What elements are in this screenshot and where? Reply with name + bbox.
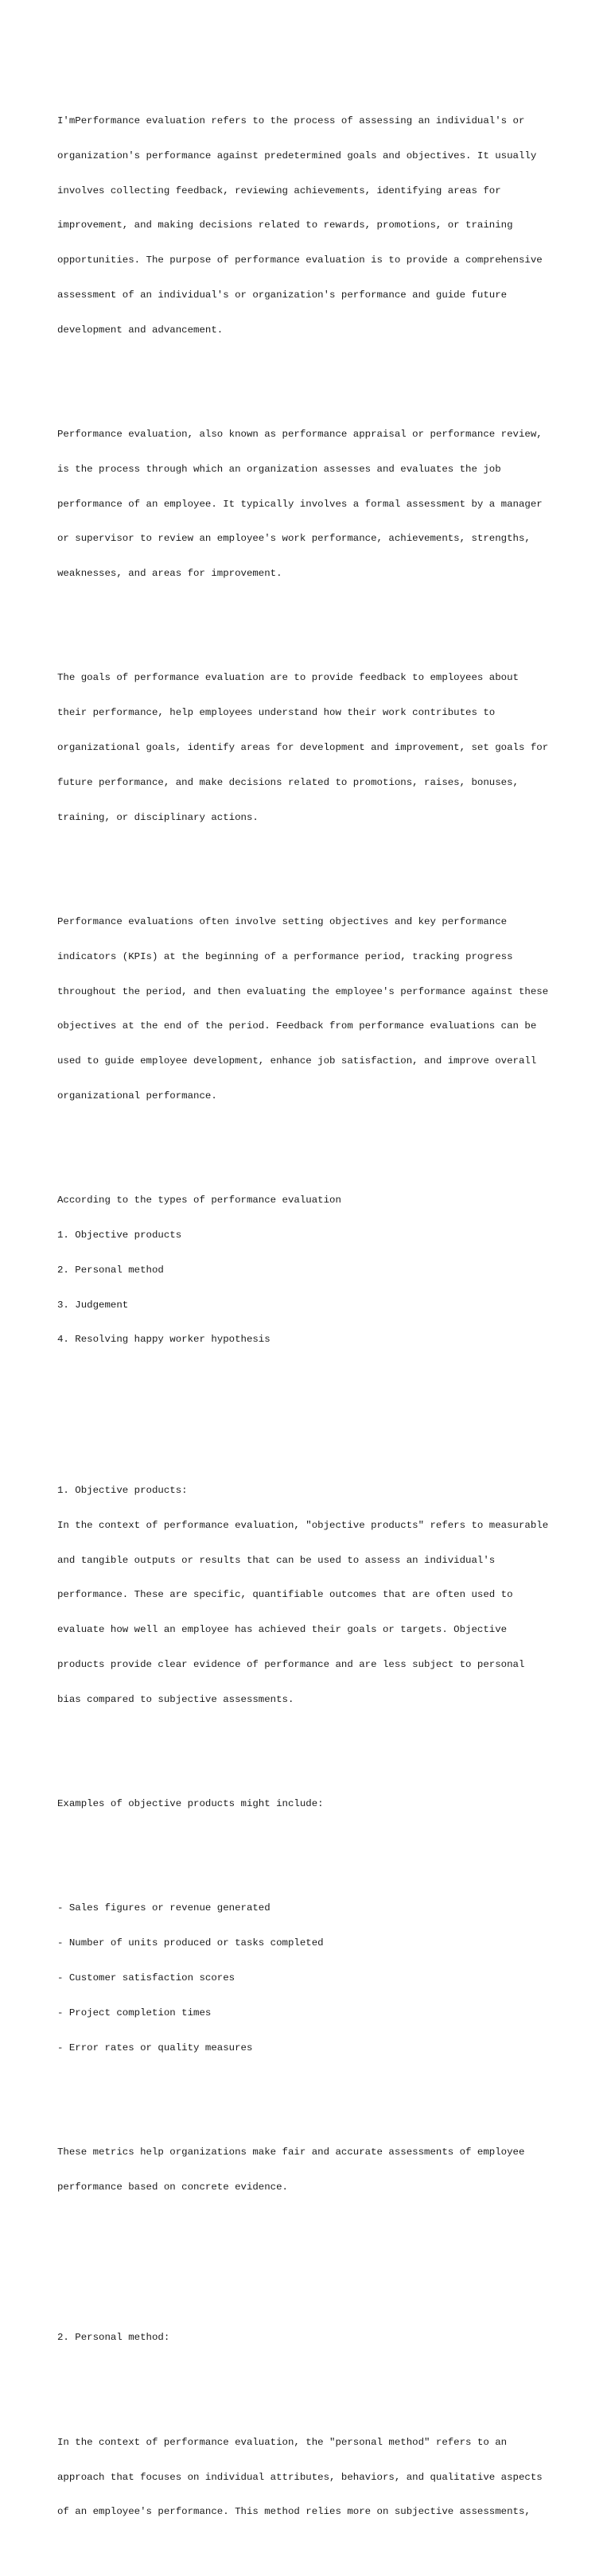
section-heading: 1. Objective products:	[57, 1485, 188, 1497]
text-line: approach that focuses on individual attributes, behaviors, and qualitative aspects	[57, 2471, 543, 2483]
list-item: - Sales figures or revenue generated	[57, 1902, 270, 1914]
text-line: Performance evaluation, also known as performance appraisal or performance review,	[57, 429, 543, 440]
text-line: performance based on concrete evidence.	[57, 2181, 288, 2193]
list-item: 4. Resolving happy worker hypothesis	[57, 1334, 270, 1346]
text-line: organizational performance.	[57, 1090, 217, 1102]
list-item: - Project completion times	[57, 2007, 212, 2018]
text-line: weaknesses, and areas for improvement.	[57, 568, 282, 580]
section-objective-products	[57, 1462, 566, 1729]
text-line: organizational goals, identify areas for development and improvement, set goals for	[57, 742, 549, 754]
text-line: throughout the period, and then evaluating the employee's performance against these	[57, 985, 549, 997]
section-heading: 2. Personal method:	[57, 2332, 170, 2344]
text-line: bias compared to subjective assessments.	[57, 1693, 294, 1705]
text-line: or supervisor to review an employee's work performance, achievements, strengths,	[57, 533, 531, 545]
text-line: and tangible outputs or results that can be used to assess an individual's	[57, 1554, 496, 1566]
text-line: future performance, and make decisions related to promotions, raises, bonuses,	[57, 776, 519, 788]
examples-intro	[57, 1775, 566, 1833]
list-item: - Error rates or quality measures	[57, 2042, 253, 2053]
text-line: used to guide employee development, enhance job satisfaction, and improve overall	[57, 1055, 537, 1067]
text-line: opportunities. The purpose of performance evaluation is to provide a comprehensive	[57, 254, 543, 266]
text-line: assessment of an individual's or organization's performance and guide future	[57, 289, 508, 301]
text-line: performance. These are specific, quantifiable outcomes that are often used to	[57, 1589, 513, 1601]
text-line: Examples of objective products might include:	[57, 1798, 324, 1810]
types-list-heading: According to the types of performance evaluation	[57, 1195, 341, 1206]
paragraph-appraisal-definition	[57, 406, 566, 603]
examples-list	[57, 1879, 566, 2077]
text-line: objectives at the end of the period. Feedback from performance evaluations can be	[57, 1020, 537, 1032]
blank-line	[57, 2263, 566, 2275]
text-line: These metrics help organizations make fair and accurate assessments of employee	[57, 2146, 525, 2158]
text-line: organization's performance against predetermined goals and objectives. It usually	[57, 150, 537, 161]
text-line: is the process through which an organization assesses and evaluates the job	[57, 463, 501, 475]
text-line: I'mPerformance evaluation refers to the process of assessing an individual's or	[57, 115, 525, 126]
paragraph-goals	[57, 649, 566, 846]
text-line: of an employee's performance. This method relies more on subjective assessments,	[57, 2506, 531, 2518]
text-line: training, or disciplinary actions.	[57, 811, 259, 823]
text-line: evaluate how well an employee has achieved their goals or targets. Objective	[57, 1624, 508, 1636]
list-item: - Number of units produced or tasks completed	[57, 1937, 324, 1949]
text-line: In the context of performance evaluation, the "personal method" refers to an	[57, 2436, 508, 2448]
text-line: indicators (KPIs) at the beginning of a performance period, tracking progress	[57, 950, 513, 962]
list-item: 2. Personal method	[57, 1264, 164, 1276]
text-line: performance of an employee. It typically involves a formal assessment by a manager	[57, 498, 543, 510]
text-line: involves collecting feedback, reviewing achievements, identifying areas for	[57, 185, 501, 196]
section-personal-method-heading	[57, 2309, 566, 2367]
list-item: - Customer satisfaction scores	[57, 1972, 235, 1983]
paragraph-personal-method	[57, 2414, 566, 2542]
text-line: In the context of performance evaluation, "objective products" refers to measurable	[57, 1519, 549, 1531]
types-list	[57, 1171, 566, 1369]
text-line: their performance, help employees understand how their work contributes to	[57, 707, 496, 719]
list-item: 3. Judgement	[57, 1299, 129, 1311]
paragraph-kpis	[57, 893, 566, 1125]
text-line: The goals of performance evaluation are to provide feedback to employees about	[57, 672, 519, 684]
paragraph-intro	[57, 92, 566, 359]
blank-line	[57, 1415, 566, 1427]
list-item: 1. Objective products	[57, 1229, 182, 1241]
text-line: improvement, and making decisions related to rewards, promotions, or training	[57, 220, 513, 231]
paragraph-metrics	[57, 2123, 566, 2217]
text-line: development and advancement.	[57, 324, 224, 336]
text-line: Performance evaluations often involve setting objectives and key performance	[57, 915, 508, 927]
document-page	[57, 57, 566, 2576]
text-line: products provide clear evidence of performance and are less subject to personal	[57, 1658, 525, 1670]
